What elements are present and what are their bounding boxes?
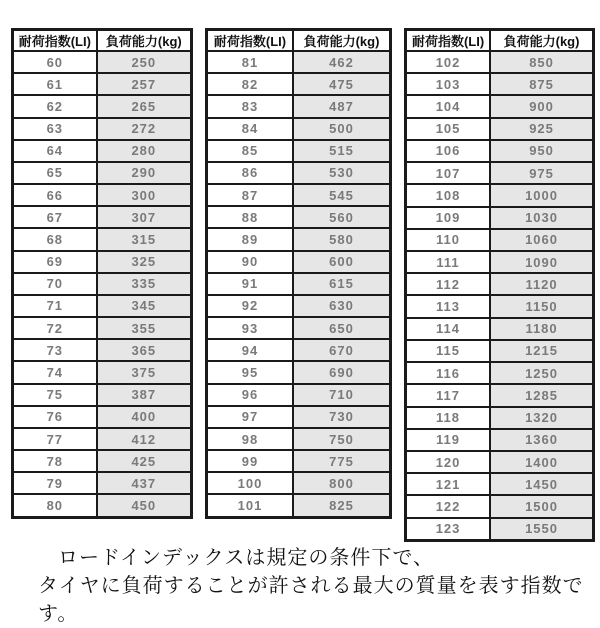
load-capacity-cell: 365 (97, 339, 192, 361)
table-row (13, 73, 192, 95)
table-row (207, 339, 391, 361)
load-capacity-cell: 1320 (490, 407, 593, 429)
load-index-table-81-101 (205, 28, 392, 519)
load-index-cell: 75 (13, 384, 97, 406)
load-index-cell: 62 (13, 95, 97, 117)
table-row (13, 295, 192, 317)
table-row (406, 118, 594, 140)
load-capacity-cell: 272 (97, 118, 192, 140)
load-capacity-cell: 1030 (490, 207, 593, 229)
table-row (406, 429, 594, 451)
table-row (207, 384, 391, 406)
table-row (207, 228, 391, 250)
load-capacity-cell: 775 (293, 450, 391, 472)
load-index-cell: 119 (406, 429, 491, 451)
load-index-table-102-123 (404, 28, 595, 542)
table-row (13, 162, 192, 184)
load-index-cell: 84 (207, 118, 293, 140)
table-row (406, 184, 594, 206)
load-index-cell: 103 (406, 73, 491, 95)
load-index-cell: 106 (406, 140, 491, 162)
load-index-cell: 74 (13, 361, 97, 383)
table-row (13, 317, 192, 339)
table-row (13, 273, 192, 295)
load-index-table-60-80 (11, 28, 193, 519)
load-capacity-cell: 300 (97, 184, 192, 206)
table-row (207, 273, 391, 295)
load-index-cell: 80 (13, 494, 97, 517)
load-capacity-cell: 615 (293, 273, 391, 295)
load-index-cell: 70 (13, 273, 97, 295)
load-capacity-cell: 265 (97, 95, 192, 117)
load-index-cell: 66 (13, 184, 97, 206)
load-index-cell: 96 (207, 384, 293, 406)
table-row (406, 207, 594, 229)
load-index-cell: 117 (406, 384, 491, 406)
load-index-cell: 95 (207, 361, 293, 383)
load-index-cell: 114 (406, 318, 491, 340)
load-capacity-header: 負荷能力(kg) (97, 30, 192, 52)
table-row (13, 51, 192, 73)
load-capacity-cell: 825 (293, 494, 391, 517)
load-index-cell: 104 (406, 95, 491, 117)
load-capacity-cell: 400 (97, 406, 192, 428)
description-line-1: ロードインデックスは規定の条件下で、 (58, 547, 434, 569)
table-row (13, 494, 192, 517)
description-line-2: タイヤに負荷することが許される最大の質量を表す指数です。 (38, 575, 584, 625)
table-row (207, 317, 391, 339)
load-capacity-cell: 1250 (490, 362, 593, 384)
load-capacity-cell: 1215 (490, 340, 593, 362)
load-capacity-cell: 500 (293, 118, 391, 140)
load-capacity-cell: 690 (293, 361, 391, 383)
load-capacity-cell: 462 (293, 51, 391, 73)
table-row (406, 340, 594, 362)
load-index-cell: 82 (207, 73, 293, 95)
table-row (207, 361, 391, 383)
load-index-cell: 118 (406, 407, 491, 429)
table-row (406, 140, 594, 162)
table-row (406, 495, 594, 517)
table-row (406, 407, 594, 429)
load-index-cell: 99 (207, 450, 293, 472)
table-row (406, 95, 594, 117)
table-row (13, 206, 192, 228)
table-row (406, 318, 594, 340)
load-index-cell: 108 (406, 184, 491, 206)
table-row (13, 406, 192, 428)
load-capacity-cell: 515 (293, 140, 391, 162)
load-capacity-cell: 730 (293, 406, 391, 428)
table-row (13, 472, 192, 494)
table-row (207, 428, 391, 450)
load-index-cell: 81 (207, 51, 293, 73)
load-index-cell: 76 (13, 406, 97, 428)
load-capacity-cell: 925 (490, 118, 593, 140)
table-row (207, 95, 391, 117)
load-capacity-cell: 875 (490, 73, 593, 95)
load-index-cell: 97 (207, 406, 293, 428)
load-index-cell: 89 (207, 228, 293, 250)
load-capacity-cell: 710 (293, 384, 391, 406)
load-capacity-cell: 1500 (490, 495, 593, 517)
table-row (207, 295, 391, 317)
load-index-cell: 60 (13, 51, 97, 73)
table-row (13, 450, 192, 472)
load-index-cell: 92 (207, 295, 293, 317)
load-capacity-cell: 975 (490, 162, 593, 184)
load-capacity-cell: 437 (97, 472, 192, 494)
table-row (406, 473, 594, 495)
load-capacity-header: 負荷能力(kg) (293, 30, 391, 52)
table-row (13, 184, 192, 206)
load-index-cell: 116 (406, 362, 491, 384)
load-capacity-cell: 257 (97, 73, 192, 95)
table-row (207, 494, 391, 517)
load-capacity-cell: 545 (293, 184, 391, 206)
load-index-cell: 122 (406, 495, 491, 517)
load-capacity-cell: 1285 (490, 384, 593, 406)
load-index-cell: 94 (207, 339, 293, 361)
load-index-cell: 110 (406, 229, 491, 251)
load-capacity-cell: 335 (97, 273, 192, 295)
table-row (207, 73, 391, 95)
load-capacity-cell: 355 (97, 317, 192, 339)
header-row (406, 30, 594, 52)
table-row (13, 384, 192, 406)
table-row (207, 118, 391, 140)
load-index-header: 耐荷指数(LI) (406, 30, 491, 52)
load-index-cell: 98 (207, 428, 293, 450)
table-row (13, 95, 192, 117)
table-row (406, 229, 594, 251)
load-capacity-cell: 1180 (490, 318, 593, 340)
load-index-cell: 61 (13, 73, 97, 95)
table-row (406, 384, 594, 406)
table-row (13, 118, 192, 140)
load-index-cell: 65 (13, 162, 97, 184)
load-index-cell: 67 (13, 206, 97, 228)
load-index-cell: 107 (406, 162, 491, 184)
load-capacity-cell: 280 (97, 140, 192, 162)
table-row (406, 451, 594, 473)
load-index-header: 耐荷指数(LI) (207, 30, 293, 52)
load-index-cell: 109 (406, 207, 491, 229)
load-index-cell: 100 (207, 472, 293, 494)
table-row (207, 184, 391, 206)
load-capacity-cell: 250 (97, 51, 192, 73)
load-capacity-cell: 1060 (490, 229, 593, 251)
table-row (13, 140, 192, 162)
load-index-cell: 63 (13, 118, 97, 140)
load-capacity-cell: 950 (490, 140, 593, 162)
load-capacity-cell: 1150 (490, 295, 593, 317)
table-row (406, 273, 594, 295)
load-index-cell: 91 (207, 273, 293, 295)
table-row (13, 361, 192, 383)
load-index-cell: 83 (207, 95, 293, 117)
load-index-cell: 120 (406, 451, 491, 473)
load-index-cell: 73 (13, 339, 97, 361)
table-row (13, 428, 192, 450)
table-row (406, 162, 594, 184)
load-capacity-cell: 325 (97, 251, 192, 273)
load-capacity-cell: 1000 (490, 184, 593, 206)
load-capacity-cell: 850 (490, 51, 593, 73)
load-capacity-cell: 800 (293, 472, 391, 494)
load-capacity-header: 負荷能力(kg) (490, 30, 593, 52)
load-capacity-cell: 290 (97, 162, 192, 184)
table-row (207, 51, 391, 73)
load-index-header: 耐荷指数(LI) (13, 30, 97, 52)
table-row (13, 251, 192, 273)
load-index-cell: 112 (406, 273, 491, 295)
load-capacity-cell: 307 (97, 206, 192, 228)
table-row (406, 518, 594, 541)
load-capacity-cell: 650 (293, 317, 391, 339)
load-capacity-cell: 450 (97, 494, 192, 517)
table-row (207, 472, 391, 494)
table-row (406, 251, 594, 273)
load-capacity-cell: 630 (293, 295, 391, 317)
load-capacity-cell: 580 (293, 228, 391, 250)
load-index-cell: 101 (207, 494, 293, 517)
load-capacity-cell: 1400 (490, 451, 593, 473)
table-row (207, 206, 391, 228)
load-index-cell: 121 (406, 473, 491, 495)
load-capacity-cell: 1550 (490, 518, 593, 541)
load-index-cell: 111 (406, 251, 491, 273)
load-index-description (38, 544, 598, 628)
table-row (13, 228, 192, 250)
load-capacity-cell: 375 (97, 361, 192, 383)
load-index-cell: 113 (406, 295, 491, 317)
load-index-cell: 71 (13, 295, 97, 317)
load-capacity-cell: 412 (97, 428, 192, 450)
load-index-cell: 79 (13, 472, 97, 494)
load-capacity-cell: 387 (97, 384, 192, 406)
table-row (406, 362, 594, 384)
load-index-cell: 69 (13, 251, 97, 273)
load-index-cell: 123 (406, 518, 491, 541)
load-capacity-cell: 600 (293, 251, 391, 273)
load-index-cell: 72 (13, 317, 97, 339)
load-index-cell: 87 (207, 184, 293, 206)
table-row (207, 450, 391, 472)
load-capacity-cell: 560 (293, 206, 391, 228)
header-row (13, 30, 192, 52)
table-row (207, 140, 391, 162)
load-capacity-cell: 900 (490, 95, 593, 117)
load-capacity-cell: 487 (293, 95, 391, 117)
load-capacity-cell: 1120 (490, 273, 593, 295)
load-capacity-cell: 475 (293, 73, 391, 95)
table-row (207, 162, 391, 184)
load-capacity-cell: 315 (97, 228, 192, 250)
load-index-cell: 78 (13, 450, 97, 472)
load-capacity-cell: 750 (293, 428, 391, 450)
load-index-cell: 77 (13, 428, 97, 450)
header-row (207, 30, 391, 52)
table-row (406, 295, 594, 317)
load-capacity-cell: 530 (293, 162, 391, 184)
load-capacity-cell: 1090 (490, 251, 593, 273)
load-capacity-cell: 670 (293, 339, 391, 361)
load-index-cell: 64 (13, 140, 97, 162)
load-capacity-cell: 345 (97, 295, 192, 317)
load-index-cell: 68 (13, 228, 97, 250)
load-index-cell: 102 (406, 51, 491, 73)
load-index-cell: 90 (207, 251, 293, 273)
table-row (207, 406, 391, 428)
load-index-cell: 85 (207, 140, 293, 162)
load-index-cell: 88 (207, 206, 293, 228)
table-row (207, 251, 391, 273)
load-index-cell: 93 (207, 317, 293, 339)
table-row (13, 339, 192, 361)
load-capacity-cell: 425 (97, 450, 192, 472)
load-index-cell: 105 (406, 118, 491, 140)
load-capacity-cell: 1450 (490, 473, 593, 495)
table-row (406, 51, 594, 73)
load-capacity-cell: 1360 (490, 429, 593, 451)
table-row (406, 73, 594, 95)
load-index-cell: 86 (207, 162, 293, 184)
load-index-cell: 115 (406, 340, 491, 362)
